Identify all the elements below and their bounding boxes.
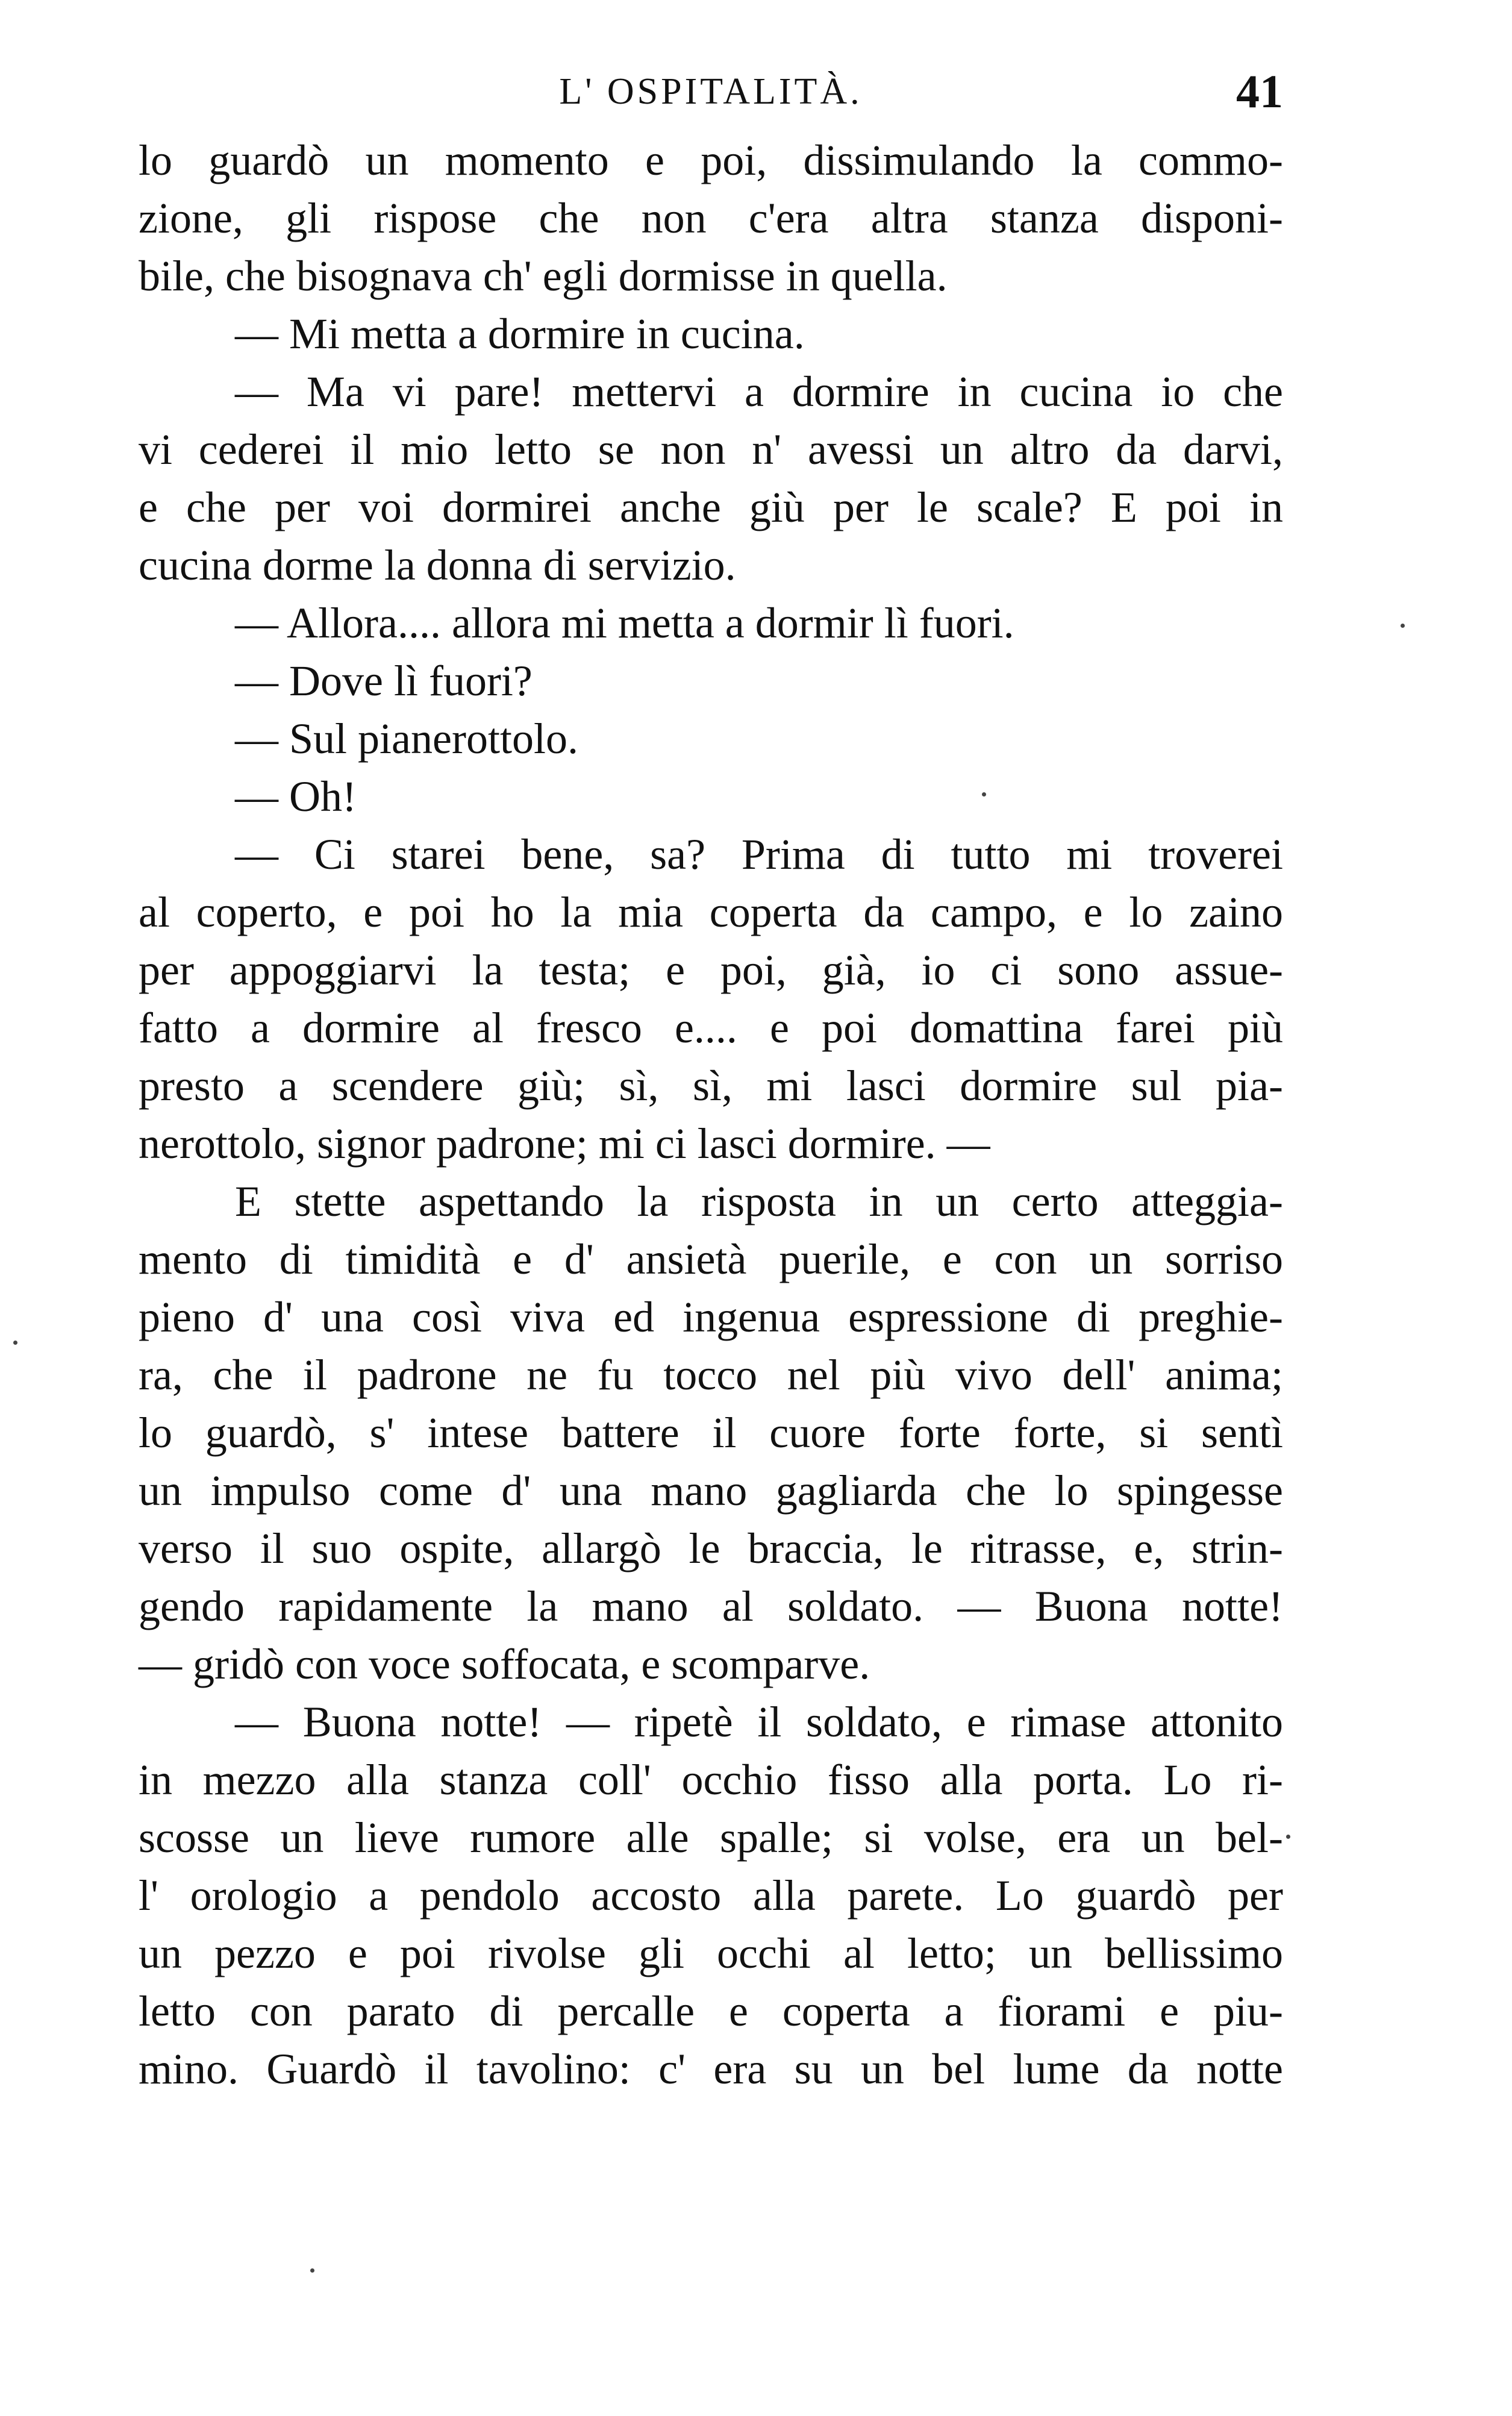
text-line: per appoggiarvi la testa; e poi, già, io ci sono assue- — [139, 946, 1283, 994]
running-head — [139, 55, 1283, 128]
text-line: fatto a dormire al fresco e.... e poi domattina farei più — [139, 1004, 1283, 1052]
print-speck — [310, 2268, 314, 2273]
text-line: zione, gli rispose che non c'era altra stanza disponi- — [139, 194, 1283, 242]
text-line: — gridò con voce soffocata, e scomparve. — [139, 1640, 870, 1688]
text-line: gendo rapidamente la mano al soldato. — Buona notte! — [139, 1582, 1283, 1630]
running-title: L' OSPITALITÀ. — [559, 71, 863, 112]
print-speck — [1401, 624, 1405, 628]
text-line: bile, che bisognava ch' egli dormisse in quella. — [139, 252, 948, 300]
text-line: scosse un lieve rumore alle spalle; si volse, era un bel- — [139, 1814, 1283, 1862]
body-text — [139, 131, 1283, 2098]
text-line: un pezzo e poi rivolse gli occhi al letto; un bellissimo — [139, 1929, 1283, 1977]
text-line: cucina dorme la donna di servizio. — [139, 541, 736, 589]
text-line: mino. Guardò il tavolino: c' era su un bel lume da notte — [139, 2045, 1283, 2093]
text-line: — Oh! — [235, 772, 357, 821]
text-line: presto a scendere giù; sì, sì, mi lasci dormire sul pia- — [139, 1062, 1283, 1110]
text-line: — Allora.... allora mi metta a dormir lì fuori. — [235, 599, 1014, 647]
text-line: lo guardò un momento e poi, dissimulando la commo- — [139, 136, 1283, 184]
text-line: lo guardò, s' intese battere il cuore forte forte, si sentì — [139, 1409, 1283, 1457]
text-line: e che per voi dormirei anche giù per le scale? E poi in — [139, 483, 1283, 531]
print-speck — [982, 792, 986, 796]
text-line: E stette aspettando la risposta in un certo atteggia- — [235, 1177, 1283, 1225]
page-number: 41 — [1236, 65, 1283, 117]
print-speck — [1286, 1835, 1290, 1839]
text-line: — Mi metta a dormire in cucina. — [235, 310, 805, 358]
text-line: — Sul pianerottolo. — [235, 715, 578, 763]
text-line: letto con parato di percalle e coperta a fiorami e piu- — [139, 1987, 1283, 2035]
text-line: un impulso come d' una mano gagliarda che lo spingesse — [139, 1466, 1283, 1515]
print-speck — [13, 1341, 17, 1345]
text-line: in mezzo alla stanza coll' occhio fisso alla porta. Lo ri- — [139, 1756, 1283, 1804]
text-line: mento di timidità e d' ansietà puerile, e con un sorriso — [139, 1235, 1283, 1283]
text-line: pieno d' una così viva ed ingenua espressione di preghie- — [139, 1293, 1283, 1341]
text-line: nerottolo, signor padrone; mi ci lasci dormire. — — [139, 1119, 990, 1168]
text-line: — Ma vi pare! mettervi a dormire in cucina io che — [235, 368, 1283, 416]
text-line: verso il suo ospite, allargò le braccia, le ritrasse, e, strin- — [139, 1524, 1283, 1573]
text-line: — Buona notte! — ripetè il soldato, e rimase attonito — [235, 1698, 1283, 1746]
text-line: vi cederei il mio letto se non n' avessi un altro da darvi, — [139, 425, 1283, 474]
text-line: ra, che il padrone ne fu tocco nel più vivo dell' anima; — [139, 1351, 1283, 1399]
text-line: al coperto, e poi ho la mia coperta da campo, e lo zaino — [139, 888, 1283, 936]
text-line: l' orologio a pendolo accosto alla parete. Lo guardò per — [139, 1871, 1283, 1920]
text-line: — Dove lì fuori? — [235, 657, 533, 705]
text-line: — Ci starei bene, sa? Prima di tutto mi troverei — [235, 830, 1283, 878]
